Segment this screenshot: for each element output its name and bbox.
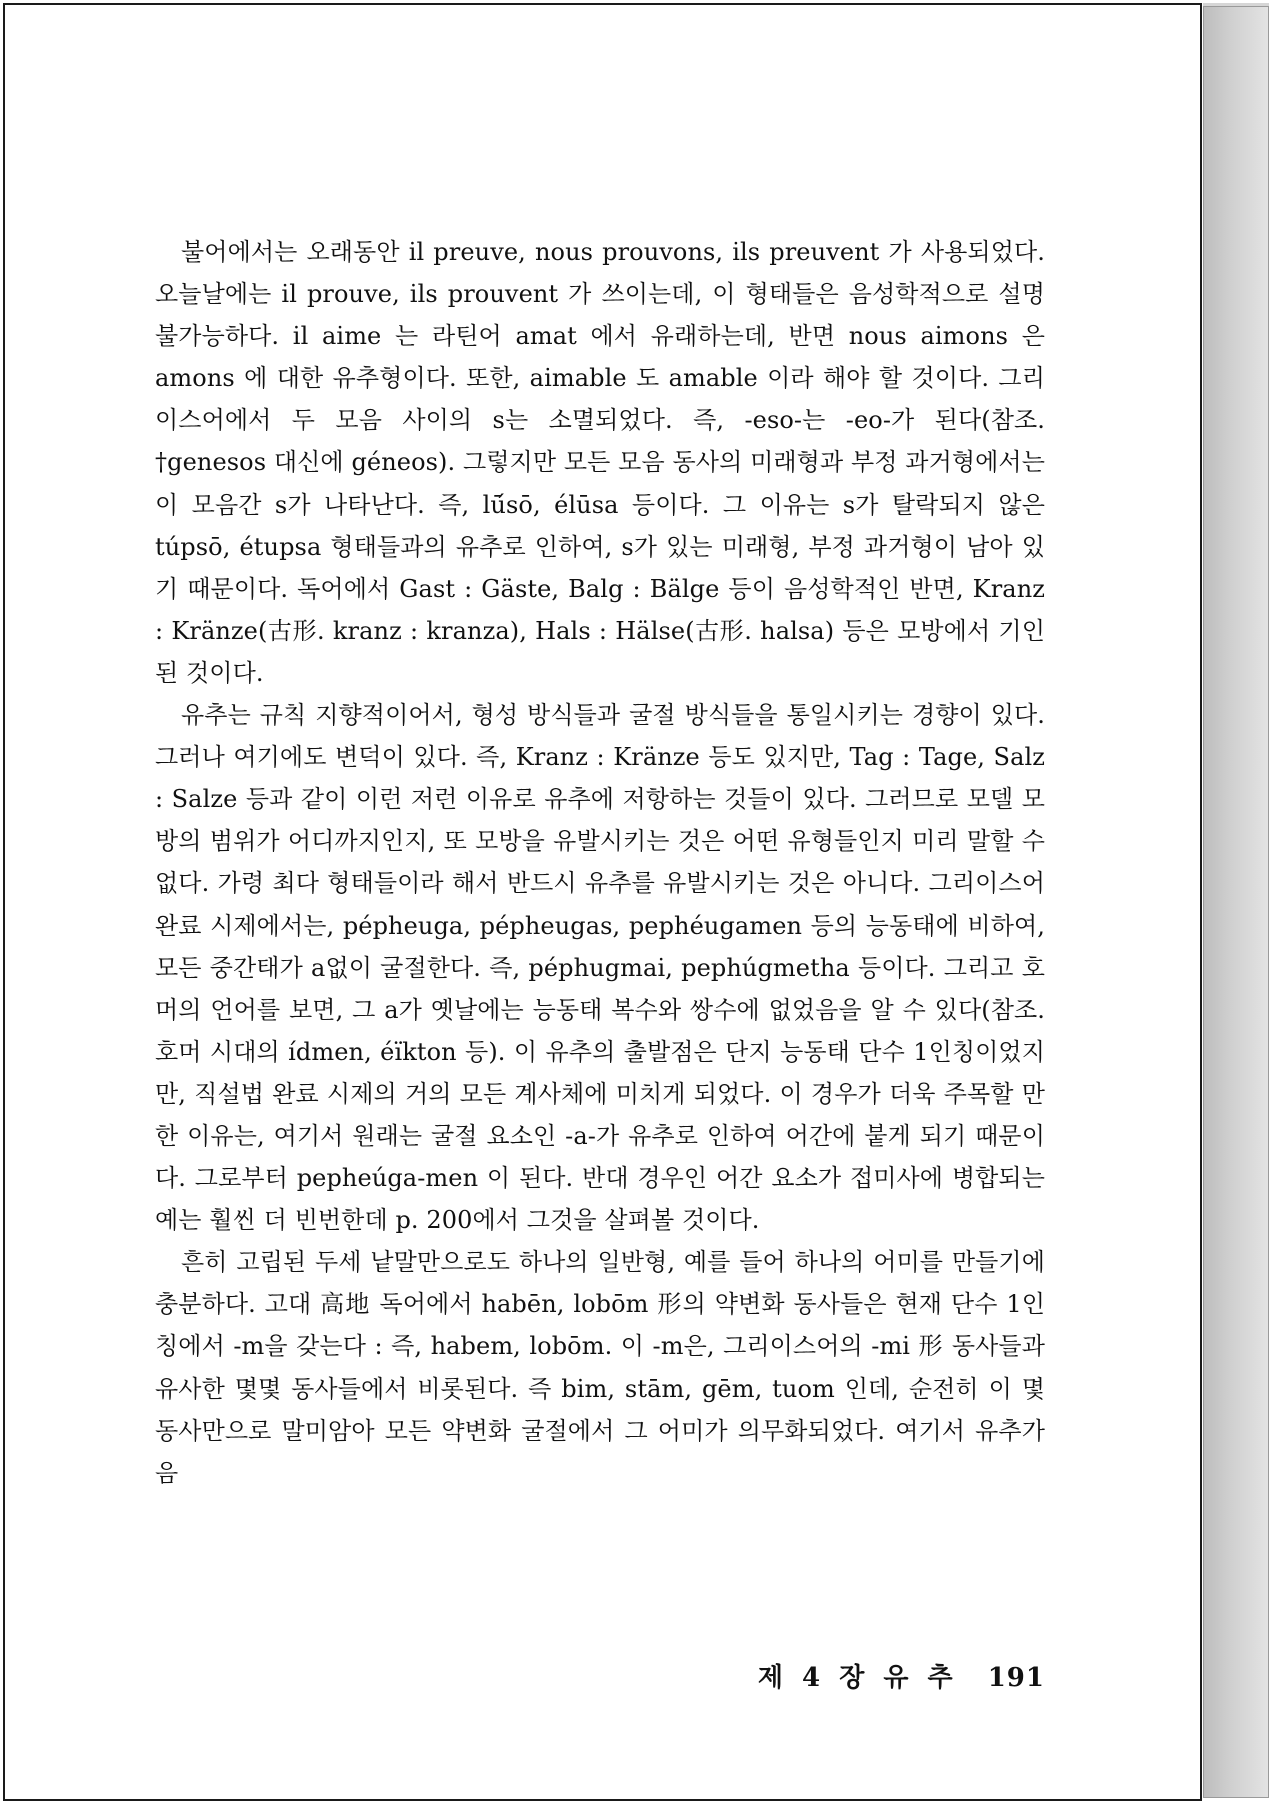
book-page xyxy=(3,3,1202,1801)
body-text xyxy=(155,231,1045,1494)
chapter-title: 제 4 장 유 추 xyxy=(757,1663,955,1693)
page-number: 191 xyxy=(987,1663,1045,1693)
paragraph: 유추는 규칙 지향적이어서, 형성 방식들과 굴절 방식들을 통일시키는 경향이 있다. 그러나 여기에도 변덕이 있다. 즉, Kranz : Kränze 등도 있지만, Tag : Tage, Salz : Salze 등과 같이 이런 저런 이유로 유추에 저항하는 것들이 있다. 그러므로 모델 모방의 범위가 어디까지인지, 또 모방을 유발시키는 것은 어떤 유형들인지 미리 말할 수 없다. 가령 최다 형태들이라 해서 반드시 유추를 유발시키는 것은 아니다. 그리이스어 완료 시제에서는, pépheuga, pépheugas, pephéugamen 등의 능동태에 비하여, 모든 중간태가 a없이 굴절한다. 즉, péphugmai, pephúgmetha 등이다. 그리고 호머의 언어를 보면, 그 a가 옛날에는 능동태 복수와 쌍수에 없었음을 알 수 있다(참조. 호머 시대의 ídmen, éïkton 등). 이 유추의 출발점은 단지 능동태 단수 1인칭이었지만, 직설법 완료 시제의 거의 모든 계사체에 미치게 되었다. 이 경우가 더욱 주목할 만한 이유는, 여기서 원래는 굴절 요소인 -a-가 유추로 인하여 어간에 붙게 되기 때문이다. 그로부터 pepheúga-men 이 된다. 반대 경우인 어간 요소가 접미사에 병합되는 예는 훨씬 더 빈번한데 p. 200에서 그것을 살펴볼 것이다. xyxy=(155,701,1045,1235)
paragraph: 불어에서는 오래동안 il preuve, nous prouvons, ils preuvent 가 사용되었다. 오늘날에는 il prouve, ils prouvent 가 쓰이는데, 이 형태들은 음성학적으로 설명 불가능하다. il aime 는 라틴어 amat 에서 유래하는데, 반면 nous aimons 은 amons 에 대한 유추형이다. 또한, aimable 도 amable 이라 해야 할 것이다. 그리이스어에서 두 모음 사이의 s는 소멸되었다. 즉, -eso-는 -eo-가 된다(참조. †genesos 대신에 géneos). 그렇지만 모든 모음 동사의 미래형과 부정 과거형에서는 이 모음간 s가 나타난다. 즉, lū́sō, élūsa 등이다. 그 이유는 s가 탈락되지 않은 túpsō, étupsa 형태들과의 유추로 인하여, s가 있는 미래형, 부정 과거형이 남아 있기 때문이다. 독어에서 Gast : Gäste, Balg : Bälge 등이 음성학적인 반면, Kranz : Kränze(古形. kranz : kranza), Hals : Hälse(古形. halsa) 등은 모방에서 기인된 것이다. xyxy=(155,238,1045,687)
page-stack-edge xyxy=(1203,6,1269,1798)
paragraph: 흔히 고립된 두세 낱말만으로도 하나의 일반형, 예를 들어 하나의 어미를 만들기에 충분하다. 고대 高地 독어에서 habēn, lobōm 形의 약변화 동사들은 현재 단수 1인칭에서 -m을 갖는다 : 즉, habem, lobōm. 이 -m은, 그리이스어의 -mi 形 동사들과 유사한 몇몇 동사들에서 비롯된다. 즉 bim, stām, gēm, tuom 인데, 순전히 이 몇 동사만으로 말미암아 모든 약변화 굴절에서 그 어미가 의무화되었다. 여기서 유추가 음 xyxy=(155,1248,1045,1487)
page-footer xyxy=(685,1657,1045,1694)
